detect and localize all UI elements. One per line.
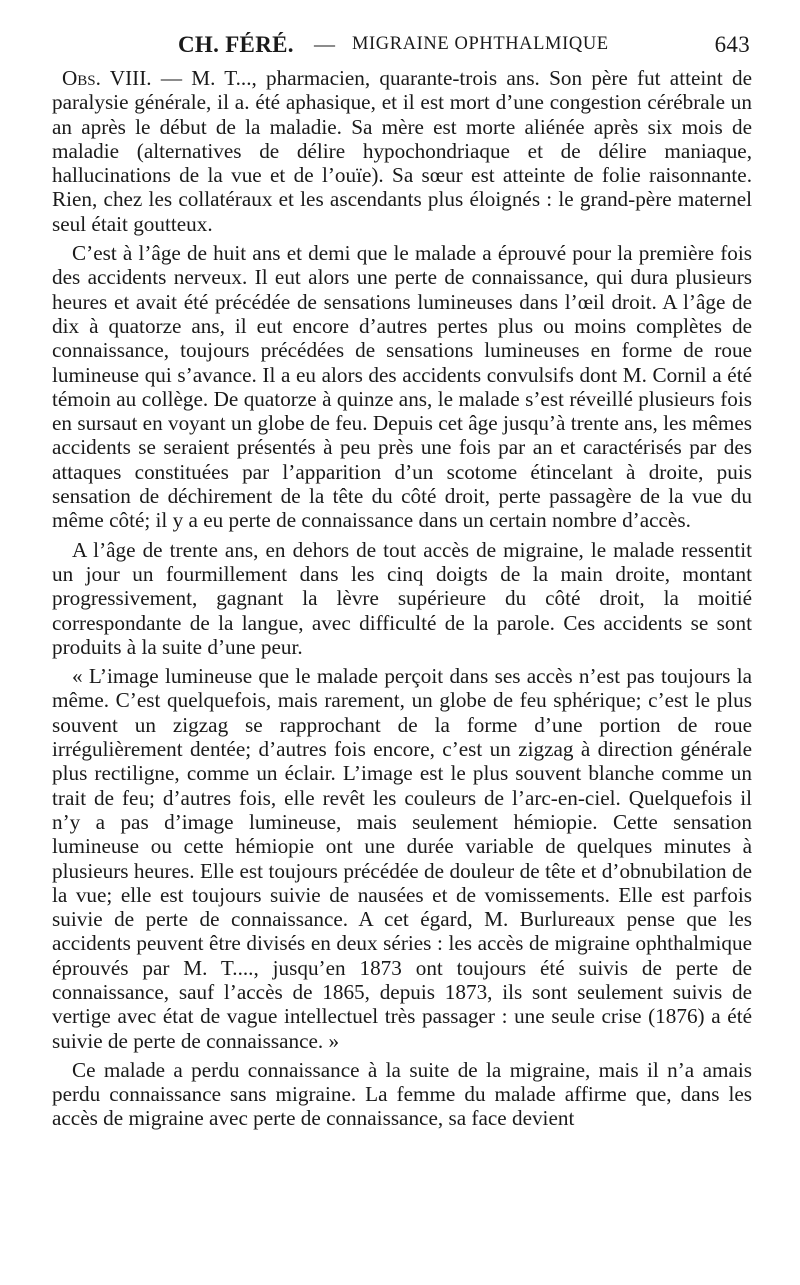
paragraph: [52, 1058, 752, 1131]
paragraph-text: « L’image lumineuse que le malade perçoit dans ses accès n’est pas toujours la même. C’est quelquefois, mais rarement, un globe de feu sphérique; c’est le plus souvent un zigzag se rapprochant de la forme d’une portion de roue irrégulièrement dentée; d’autres fois encore, c’est un zigzag à direction générale plus rectiligne, comme un éclair. L’image est le plus souvent blanche comme un trait de feu; d’autres fois, elle revêt les couleurs de l’arc-en-ciel. Quelquefois il n’y a pas d’image lumineuse, mais seulement hémiopie. Cette sensation lumineuse ou cette hémiopie ont une durée variable de quelques minutes à plusieurs heures. Elle est toujours précédée de douleur de tête et d’obnubilation de la vue; elle est toujours suivie de nausées et de vomissements. Elle est parfois suivie de perte de connaissance. A cet égard, M. Burlureaux pense que les accidents peuvent être divisés en deux séries : les accès de migraine ophthalmique éprouvés par M. T...., jusqu’en 1873 ont toujours été suivis de perte de connaissance, sauf l’accès de 1865, depuis 1873, ils sont seulement suivis de vertige avec état de vague intellectuel très passager : une seule crise (1876) a été suivie de perte de connaissance. »: [52, 664, 752, 1053]
paragraph-text: A l’âge de trente ans, en dehors de tout accès de migraine, le malade ressentit un jour un fourmillement dans les cinq doigts de la main droite, montant progressivement, gagnant la lèvre supérieure du côté droit, la moitié correspondante de la langue, avec difficulté de la parole. Ces accidents se sont produits à la suite d’une peur.: [52, 537, 752, 659]
paragraph-text: — M. T..., pharmacien, quarante-trois ans. Son père fut atteint de paralysie générale, il a. été aphasique, et il est mort d’une congestion cérébrale un an après le début de la maladie. Sa mère est morte aliénée après six mois de maladie (alternatives de délire hypochondriaque et de délire maniaque, hallucinations de la vue et de l’ouïe). Sa sœur est atteinte de folie raisonnante. Rien, chez les collatéraux et les ascendants plus éloignés : le grand-père maternel seul était goutteux.: [52, 66, 752, 236]
paragraph-quotation: [52, 664, 752, 1053]
running-head-separator: —: [314, 32, 336, 56]
body-text: [52, 66, 752, 1131]
paragraph-observation: [52, 66, 752, 236]
running-head: [52, 30, 752, 66]
paragraph: [52, 538, 752, 659]
running-head-author: CH. FÉRÉ.: [178, 32, 294, 57]
observation-label: Obs. VIII.: [62, 66, 152, 90]
running-head-title: MIGRAINE OPHTHALMIQUE: [352, 34, 609, 54]
paragraph: [52, 241, 752, 533]
paragraph-text: Ce malade a perdu connaissance à la suite de la migraine, mais il n’a amais perdu connaissance sans migraine. La femme du malade affirme que, dans les accès de migraine avec perte de connaissance, sa face devient: [52, 1057, 752, 1131]
page-number: 643: [714, 32, 750, 57]
paragraph-text: C’est à l’âge de huit ans et demi que le malade a éprouvé pour la première fois des accidents nerveux. Il eut alors une perte de connaissance, qui dura plusieurs heures et avait été précédée de sensations lumineuses dans l’œil droit. A l’âge de dix à quatorze ans, il eut encore d’autres pertes plus ou moins complètes de connaissance, toujours précédées de sensations lumineuses en forme de roue lumineuse qui s’avance. Il a eu alors des accidents convulsifs dont M. Cornil a été témoin au collège. De quatorze à quinze ans, le malade s’est réveillé plusieurs fois en sursaut en voyant un globe de feu. Depuis cet âge jusqu’à trente ans, les mêmes accidents se seraient présentés à peu près une fois par an et caractérisés par des attaques constituées par l’apparition d’un scotome étincelant à droite, puis sensation de déchirement de la tête du côté droit, perte passagère de la vue du même côté; il y a eu perte de connaissance dans un certain nombre d’accès.: [52, 241, 752, 533]
page: [52, 30, 752, 1136]
